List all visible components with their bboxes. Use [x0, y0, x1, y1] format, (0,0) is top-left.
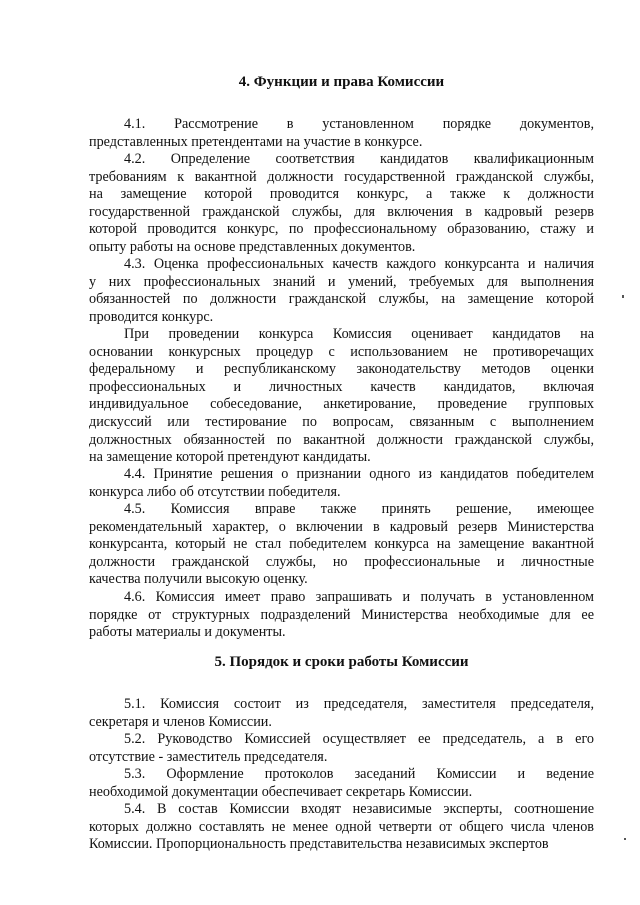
- paragraph-4-6: [89, 589, 594, 642]
- paragraph-line: секретаря и членов Комиссии.: [89, 713, 272, 730]
- paragraph-line: требованиям к вакантной должности государственной гражданской службы,: [89, 168, 594, 185]
- paragraph-line: дискуссий или тестирование по вопросам, связанным с выполнением: [89, 413, 594, 430]
- paragraph-line: опыту работы на основе представленных документов.: [89, 238, 416, 255]
- paragraph-5-3: [89, 766, 594, 801]
- section-title-5: 5. Порядок и сроки работы Комиссии: [214, 654, 469, 670]
- paragraph-5-4: [89, 801, 594, 854]
- paragraph-line: рекомендательный характер, о включении в кадровый резерв Министерства: [89, 518, 594, 535]
- paragraph-line: отсутствие - заместитель председателя.: [89, 748, 328, 765]
- paragraph-4-4: [89, 466, 594, 501]
- paragraph-line: профессиональных и личностных качеств кандидатов, включая: [89, 378, 594, 395]
- paragraph-4-3: [89, 256, 594, 326]
- paragraph-4-5: [89, 501, 594, 589]
- paragraph-line: работы материалы и документы.: [89, 624, 286, 641]
- paragraph-line: на замещение которой проводится конкурс, а также к должности: [89, 186, 594, 203]
- paragraph-line: 4.1. Рассмотрение в установленном порядке документов,: [124, 116, 594, 132]
- paragraph-line: проводится конкурс.: [89, 308, 214, 325]
- scan-speck: [624, 838, 626, 840]
- paragraph-line: на замещение которой претендуют кандидаты.: [89, 449, 371, 466]
- paragraph-line: индивидуальное собеседование, анкетирование, проведение групповых: [89, 396, 594, 413]
- paragraph-line: порядке от структурных подразделений Министерства необходимые для ее: [89, 606, 594, 623]
- paragraph-line: 4.2. Определение соответствия кандидатов квалификационным: [124, 151, 594, 167]
- paragraph-line: конкурса либо об отсутствии победителя.: [89, 483, 341, 500]
- paragraph-line: При проведении конкурса Комиссия оценивает кандидатов на: [124, 326, 594, 342]
- section-title-4: 4. Функции и права Комиссии: [238, 74, 445, 90]
- paragraph-line: 5.1. Комиссия состоит из председателя, заместителя председателя,: [124, 696, 594, 712]
- paragraph-line: 5.4. В состав Комиссии входят независимые эксперты, соотношение: [124, 801, 594, 817]
- paragraph-line: качества получили высокую оценку.: [89, 571, 308, 588]
- paragraph-line: 4.4. Принятие решения о признании одного из кандидатов победителем: [124, 466, 594, 482]
- paragraph-line: государственной гражданской службы, для включения в кадровый резерв: [89, 203, 594, 220]
- paragraph-line: федеральному и республиканскому законодательству методов оценки: [89, 361, 594, 378]
- paragraph-4-1: [89, 116, 594, 151]
- paragraph-line: представленных претендентами на участие в конкурсе.: [89, 133, 423, 150]
- paragraph-line: должности гражданской службы, но профессиональные и личностные: [89, 553, 594, 570]
- paragraph-line: 4.5. Комиссия вправе также принять решение, имеющее: [124, 501, 594, 517]
- paragraph-line: должностных обязанностей по вакантной должности гражданской службы,: [89, 431, 594, 448]
- paragraph-4-2: [89, 151, 594, 257]
- paragraph-4-3-methods: [89, 326, 594, 467]
- paragraph-line: которых должно составлять не менее одной четверти от общего числа членов: [89, 818, 594, 835]
- paragraph-line: конкурсанта, который не стал победителем конкурса на замещение вакантной: [89, 536, 594, 553]
- paragraph-line: Комиссии. Пропорциональность представительства независимых экспертов: [89, 836, 549, 853]
- paragraph-line: 5.3. Оформление протоколов заседаний Комиссии и ведение: [124, 766, 594, 782]
- paragraph-line: у них профессиональных знаний и умений, требуемых для выполнения: [89, 273, 594, 290]
- paragraph-line: 5.2. Руководство Комиссией осуществляет ее председатель, а в его: [124, 731, 594, 747]
- paragraph-5-1: [89, 696, 594, 731]
- paragraph-line: которой проводится конкурс, по профессиональному образованию, стажу и: [89, 221, 594, 238]
- paragraph-line: основании конкурсных процедур с использованием не противоречащих: [89, 343, 594, 360]
- paragraph-line: 4.6. Комиссия имеет право запрашивать и получать в установленном: [124, 589, 594, 605]
- paragraph-line: 4.3. Оценка профессиональных качеств каждого конкурсанта и наличия: [124, 256, 594, 272]
- paragraph-line: необходимой документации обеспечивает секретарь Комиссии.: [89, 783, 473, 800]
- paragraph-line: обязанностей по должности гражданской службы, на замещение которой: [89, 291, 594, 308]
- scan-speck: [622, 295, 624, 298]
- paragraph-5-2: [89, 731, 594, 766]
